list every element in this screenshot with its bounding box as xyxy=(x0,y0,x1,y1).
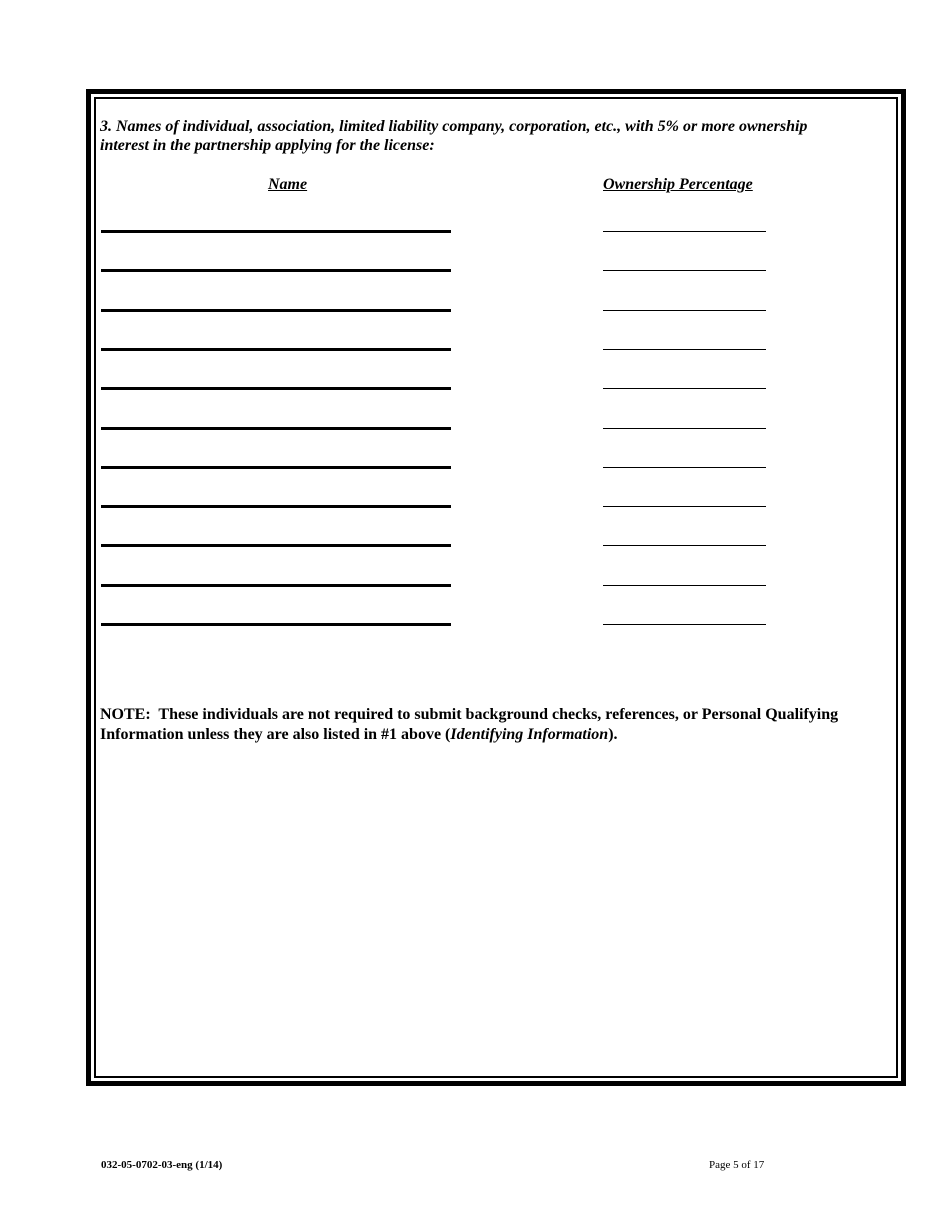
name-column-header: Name xyxy=(268,176,308,193)
percentage-fill-line[interactable] xyxy=(603,310,766,311)
percentage-fill-line[interactable] xyxy=(603,428,766,429)
note-reference: Identifying Information xyxy=(450,726,609,743)
name-fill-line[interactable] xyxy=(101,348,451,351)
name-fill-line[interactable] xyxy=(101,269,451,272)
name-fill-line[interactable] xyxy=(101,387,451,390)
percentage-fill-line[interactable] xyxy=(603,270,766,271)
percentage-fill-line[interactable] xyxy=(603,349,766,350)
note-text: These individuals are not required to submit background checks, references, or Personal Qualifying Information unless they are also listed in #1 above ( xyxy=(100,706,839,743)
name-fill-line[interactable] xyxy=(101,623,451,626)
question-3-heading: 3. Names of individual, association, limited liability company, corporation, etc., with 5% or more ownership interest in the partnership applying for the license: xyxy=(100,118,808,154)
percentage-fill-line[interactable] xyxy=(603,545,766,546)
name-fill-line[interactable] xyxy=(101,309,451,312)
percentage-fill-line[interactable] xyxy=(603,467,766,468)
name-fill-line[interactable] xyxy=(101,505,451,508)
name-fill-line[interactable] xyxy=(101,230,451,233)
form-code: 032-05-0702-03-eng (1/14) xyxy=(101,1159,223,1171)
page-border xyxy=(86,89,906,1086)
percentage-fill-line[interactable] xyxy=(603,388,766,389)
percentage-fill-line[interactable] xyxy=(603,624,766,625)
page-border-inner xyxy=(94,97,898,1078)
note-text-end: ). xyxy=(608,726,618,743)
percentage-fill-line[interactable] xyxy=(603,231,766,232)
percentage-fill-line[interactable] xyxy=(603,506,766,507)
page-number: Page 5 of 17 xyxy=(709,1159,765,1171)
note-paragraph xyxy=(100,705,890,745)
ownership-percentage-column-header: Ownership Percentage xyxy=(603,176,753,193)
name-fill-line[interactable] xyxy=(101,466,451,469)
percentage-fill-line[interactable] xyxy=(603,585,766,586)
note-label: NOTE: xyxy=(100,706,151,723)
name-fill-line[interactable] xyxy=(101,544,451,547)
name-fill-line[interactable] xyxy=(101,427,451,430)
name-fill-line[interactable] xyxy=(101,584,451,587)
